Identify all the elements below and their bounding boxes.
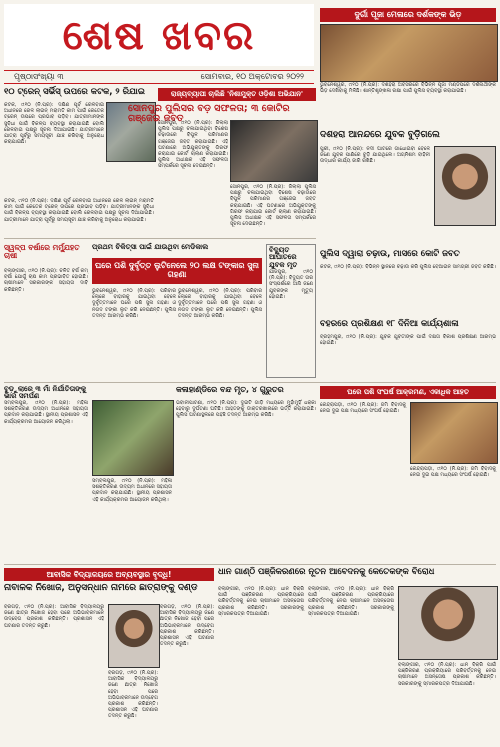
row3a-body: ସମ୍ବଲପୁର, ୯ା୧୦ (ନି.ପ୍ର): ମହିଳା ସଶକ୍ତିକରଣ ଉଦ୍ୟମ ଅଧୀନରେ ସହାୟତା ପ୍ରଦାନ କରାଯାଇଛି। ସ୍ଥାନୀୟ ପ୍ରଶାସନ ଏହି କାର୍ଯ୍ୟକ୍ରମର ଆୟୋଜନ କରିଥିଲା।: [4, 400, 88, 425]
mid-right-headline: ବିଦ୍ୟୁତ ଆଘାତରେ ଯୁବକ ମୃତ: [269, 246, 298, 269]
mid-left-body: ବଲାଙ୍ଗୀର, ୯ା୧୦ (ନି.ପ୍ର): ଚଳିତ ବର୍ଷ କମ୍ ବର୍ଷା ଯୋଗୁଁ ଚାଷ କାମ ପ୍ରଭାବିତ ହୋଇଛି। ଚାଷୀମାନେ ସରକାରଙ୍କ ସହାୟତା ଦାବି କରିଛନ୍ତି।: [4, 268, 88, 293]
mid-right-body: ଯାଜପୁର, ୯ା୧୦ (ନି.ପ୍ର): ବିଦ୍ୟୁତ ତାର ସଂସ୍ପର୍ଶରେ ଆସି ଜଣେ ଯୁବକଙ୍କ ମୃତ୍ୟୁ ହୋଇଛି।: [269, 269, 313, 300]
seizure-photo: [230, 120, 318, 182]
bottom-right-body: ବଲାଙ୍ଗୀର, ୯ା୧୦ (ନି.ପ୍ର): ଧାନ ବିକ୍ରି ପାଇଁ ପଞ୍ଜିକରଣ ପ୍ରକ୍ରିୟାରେ ପରିବର୍ତ୍ତନକୁ ନେଇ ଚାଷୀମାନେ ଅସନ୍ତୋଷ ପ୍ରକାଶ କରିଛନ୍ତି। ସରକାରଙ୍କୁ ସ୍ମାରକପତ୍ର ଦିଆଯାଇଛି।: [218, 586, 304, 617]
meeting-photo: [92, 400, 174, 476]
right-training-body: ବ୍ରହ୍ମପୁର, ୯ା୧୦ (ନି.ପ୍ର): ଯୁବକ ଯୁବତୀଙ୍କ ପାଇଁ ଦକ୍ଷତା ବିକାଶ ପ୍ରଶିକ୍ଷଣ ଆରମ୍ଭ ହୋଇଛି।: [320, 334, 496, 347]
row3a-headline-short: ବୁଡ଼ୁଲାରେ ୩ ମାଁ ନିର୍ଯାତିତାଙ୍କୁ ଭାର ସମର୍ପଣ: [4, 385, 87, 401]
clash-photo: [410, 402, 498, 464]
divider: [4, 382, 496, 383]
mid-right-box: [266, 244, 316, 378]
student-photo: [108, 604, 160, 668]
official-photo: [398, 586, 498, 660]
bottom-right-headline: ଧାନ ଗାଣ୍ଠି ପଞ୍ଜିକରଣରେ ନୂତନ ଆବେଦନକୁ କେତେକଙ୍କ ବିରୋଧ: [218, 567, 435, 577]
right-police-headline: ପୁଲିସ ଦ୍ୱାରା ଚଢ଼ାଉ, ମାସରେ କୋଟି ଜବତ: [320, 249, 460, 259]
top-left-headline: ୧୦ ଟ୍ରେନ୍ ସର୍ଭିସ୍ ଉପରେ କଟକ, ୨ ରିଯାଇ: [4, 87, 145, 97]
medical-headline: ଘରେ ପଶି ଦୁର୍ବୃତ୍ତ ଲୁଟିନେଲେ ୨୦ ଲକ୍ଷ ଟଙ୍କାର ସୁନା ଗହଣା: [92, 258, 262, 284]
mid-left-headline: ସ୍ୱଳ୍ପ ବର୍ଷାରେ ମର୍ମ୍ଯୁହତ ଚାଷୀ: [4, 243, 80, 260]
row3c-body: କେନ୍ଦ୍ରାପଡ଼ା, ୯ା୧୦ (ନି.ପ୍ର): ଜମି ବିବାଦକୁ ନେଇ ଦୁଇ ପକ୍ଷ ମଧ୍ୟରେ ସଂଘର୍ଷ ହୋଇଛି।: [320, 402, 406, 415]
divider: [4, 564, 496, 565]
medical-body: ଭୁବନେଶ୍ୱର, ୯ା୧୦ (ନି.ପ୍ର): ପରିବାର ଲୋକେ ବାହାରକୁ ଯାଇଥିବା ବେଳେ ଦୁର୍ବୃତ୍ତମାନେ ଘରେ ପଶି ସୁନା ଗହଣା ଓ ନଗଦ ଟଙ୍କା ଲୁଟ କରି ନେଇଛନ୍ତି। ପୁଲିସ ତଦନ୍ତ ଆରମ୍ଭ କରିଛି।: [92, 288, 176, 319]
campaign-headline: ସୋନପୁର ପୁଲିସର ବଡ଼ ସଫଳତା; ୩ କୋଟିର ଗଞ୍ଜେଇ ଜବତ: [128, 103, 290, 124]
bottom-right-body-2: ବଲାଙ୍ଗୀର, ୯ା୧୦ (ନି.ପ୍ର): ଧାନ ବିକ୍ରି ପାଇଁ ପଞ୍ଜିକରଣ ପ୍ରକ୍ରିୟାରେ ପରିବର୍ତ୍ତନକୁ ନେଇ ଚାଷୀମାନେ ଅସନ୍ତୋଷ ପ୍ରକାଶ କରିଛନ୍ତି। ସରକାରଙ୍କୁ ସ୍ମାରକପତ୍ର ଦିଆଯାଇଛି।: [308, 586, 394, 617]
right-training-headline: ବହରରେ ପ୍ରଶିକ୍ଷଣ ୧୮ ଦିନିଆ କାର୍ଯ୍ୟଶାଳା: [320, 319, 459, 329]
row3b-body: ଭବାନୀପାଟଣା, ୯ା୧୦ (ନି.ପ୍ର): ଦୁଇଟି ଗାଡ଼ି ମଧ୍ୟରେ ମୁହାଁମୁହିଁ ଧକ୍କା ହେବାରୁ ଦୁର୍ଘଟଣା ଘଟିଛି। ଆହତଙ୍କୁ ଡାକ୍ତରଖାନାରେ ଭର୍ତ୍ତି କରାଯାଇଛି। ପୁଲିସ ଘଟଣାସ୍ଥଳରେ ପହଞ୍ଚି ତଦନ୍ତ ଆରମ୍ଭ କରିଛି।: [176, 400, 316, 419]
right-mid-headline: ଦଶହରା ଆନନ୍ଦରେ ଯୁବକ ବୁଡ଼ିଗଲେ: [320, 130, 440, 140]
top-left-body: କଟକ, ୯ା୧୦ (ନି.ପ୍ର): ଦକ୍ଷିଣ ପୂର୍ବ ରେଳବାଇ ଅଧୀନରେ ରେଳ ଲାଇନ୍ ମରାମତି କାମ ପାଇଁ କେତେକ ଟ୍ରେନ୍ ଉପରେ ପ୍ରଭାବ ପଡ଼ିବ। ଯାତ୍ରୀମାନଙ୍କ ସୁବିଧା ପାଇଁ ବିକଳ୍ପ ବ୍ୟବସ୍ଥା କରାଯାଇଛି ବୋଲି ରେଳବାଇ ପକ୍ଷରୁ ସୂଚନା ଦିଆଯାଇଛି। ଯାତ୍ରୀମାନେ ଯାତ୍ରା ପୂର୍ବରୁ ସମୟସୂଚୀ ଯାଞ୍ଚ କରିବାକୁ ଅନୁରୋଧ କରାଯାଇଛି।: [4, 102, 104, 146]
bottom-left-body: ବରଗଡ଼, ୯ା୧୦ (ନି.ପ୍ର): ଆବାସିକ ବିଦ୍ୟାଳୟରୁ ଜଣେ ଛାତ୍ର ନିଖୋଜ ହେବା ପରେ ଅଭିଭାବକମାନେ ଉଦ୍‌ବେଗ ପ୍ରକାଶ କରିଛନ୍ତି। ପ୍ରଶାସନ ଏହି ଘଟଣାର ତଦନ୍ତ କରୁଛି।: [4, 604, 104, 629]
row3a-body-2: ସମ୍ବଲପୁର, ୯ା୧୦ (ନି.ପ୍ର): ମହିଳା ସଶକ୍ତିକରଣ ଉଦ୍ୟମ ଅଧୀନରେ ସହାୟତା ପ୍ରଦାନ କରାଯାଇଛି। ସ୍ଥାନୀୟ ପ୍ରଶାସନ ଏହି କାର୍ଯ୍ୟକ୍ରମର ଆୟୋଜନ କରିଥିଲା।: [92, 478, 172, 503]
right-police-body: କଟକ, ୯ା୧୦ (ନି.ପ୍ର): ବିଭିନ୍ନ ସ୍ଥାନରେ ଚଢ଼ାଉ କରି ପୁଲିସ ବେଆଇନ ସାମଗ୍ରୀ ଜବତ କରିଛି।: [320, 264, 496, 270]
row3c-headline: ଘରେ ପଶି ସଂଘର୍ଷ ଆକ୍ରମଣ, ଏକାଧିକ ଆହତ: [320, 386, 496, 399]
campaign-banner: ରାଜ୍ୟବ୍ୟାପୀ ଚାଲିଛି 'ନିଶାମୁକ୍ତ ଓଡ଼ିଶା ଅଭିଯାନ': [158, 88, 316, 101]
bottom-banner: ଆବାସିକ ବିଦ୍ୟାଳୟରେ ଅବ୍ୟବସ୍ଥାର ବୃଦ୍ଧି!: [4, 568, 214, 581]
victim-photo: [434, 146, 496, 226]
right-top-headline: ଦୁର୍ଗା ପୂଜା ମେଳାରେ ଦର୍ଶକଙ୍କ ଭିଡ଼: [320, 8, 496, 22]
campaign-body: ସୋନପୁର, ୯ା୧୦ (ନି.ପ୍ର): ଜିଲ୍ଲା ପୁଲିସ ପକ୍ଷରୁ ଚଳାଯାଇଥିବା ବିଶେଷ ଚଢ଼ାଉରେ ବିପୁଳ ପରିମାଣର ଗଞ୍ଜେଇ ଜବତ କରାଯାଇଛି। ଏହି ଘଟଣାରେ ଅଭିଯୁକ୍ତଙ୍କୁ ଗିରଫ କରାଯାଇ କୋର୍ଟ ଚାଲାଣ କରାଯାଇଛି। ପୁଲିସ ଅଧୀକ୍ଷକ ଏହି ସଫଳତା ସମ୍ପର୍କରେ ସୂଚନା ଦେଇଛନ୍ତି।: [158, 120, 228, 170]
bottom-left-body-2: ବରଗଡ଼, ୯ା୧୦ (ନି.ପ୍ର): ଆବାସିକ ବିଦ୍ୟାଳୟରୁ ଜଣେ ଛାତ୍ର ନିଖୋଜ ହେବା ପରେ ଅଭିଭାବକମାନେ ଉଦ୍‌ବେଗ ପ୍ରକାଶ କରିଛନ୍ତି। ପ୍ରଶାସନ ଏହି ଘଟଣାର ତଦନ୍ତ କରୁଛି।: [160, 604, 214, 648]
campaign-body-2: ସୋନପୁର, ୯ା୧୦ (ନି.ପ୍ର): ଜିଲ୍ଲା ପୁଲିସ ପକ୍ଷରୁ ଚଳାଯାଇଥିବା ବିଶେଷ ଚଢ଼ାଉରେ ବିପୁଳ ପରିମାଣର ଗଞ୍ଜେଇ ଜବତ କରାଯାଇଛି। ଏହି ଘଟଣାରେ ଅଭିଯୁକ୍ତଙ୍କୁ ଗିରଫ କରାଯାଇ କୋର୍ଟ ଚାଲାଣ କରାଯାଇଛି। ପୁଲିସ ଅଧୀକ୍ଷକ ଏହି ସଫଳତା ସମ୍ପର୍କରେ ସୂଚନା ଦେଇଛନ୍ତି।: [230, 184, 316, 228]
bottom-right-body-3: ବଲାଙ୍ଗୀର, ୯ା୧୦ (ନି.ପ୍ର): ଧାନ ବିକ୍ରି ପାଇଁ ପଞ୍ଜିକରଣ ପ୍ରକ୍ରିୟାରେ ପରିବର୍ତ୍ତନକୁ ନେଇ ଚାଷୀମାନେ ଅସନ୍ତୋଷ ପ୍ରକାଶ କରିଛନ୍ତି। ସରକାରଙ୍କୁ ସ୍ମାରକପତ୍ର ଦିଆଯାଇଛି।: [398, 662, 496, 687]
bottom-left-body-3: ବରଗଡ଼, ୯ା୧୦ (ନି.ପ୍ର): ଆବାସିକ ବିଦ୍ୟାଳୟରୁ ଜଣେ ଛାତ୍ର ନିଖୋଜ ହେବା ପରେ ଅଭିଭାବକମାନେ ଉଦ୍‌ବେଗ ପ୍ରକାଶ କରିଛନ୍ତି। ପ୍ରଶାସନ ଏହି ଘଟଣାର ତଦନ୍ତ କରୁଛି।: [108, 670, 158, 720]
dateline: [4, 70, 314, 84]
issue-date: ସୋମବାର, ୧୦ ଅକ୍ଟୋବର ୨୦୨୨: [200, 72, 304, 81]
row3c-body-2: କେନ୍ଦ୍ରାପଡ଼ା, ୯ା୧୦ (ନି.ପ୍ର): ଜମି ବିବାଦକୁ ନେଇ ଦୁଇ ପକ୍ଷ ମଧ୍ୟରେ ସଂଘର୍ଷ ହୋଇଛି।: [410, 466, 496, 479]
top-left-body-2: କଟକ, ୯ା୧୦ (ନି.ପ୍ର): ଦକ୍ଷିଣ ପୂର୍ବ ରେଳବାଇ ଅଧୀନରେ ରେଳ ଲାଇନ୍ ମରାମତି କାମ ପାଇଁ କେତେକ ଟ୍ରେନ୍ ଉପରେ ପ୍ରଭାବ ପଡ଼ିବ। ଯାତ୍ରୀମାନଙ୍କ ସୁବିଧା ପାଇଁ ବିକଳ୍ପ ବ୍ୟବସ୍ଥା କରାଯାଇଛି ବୋଲି ରେଳବାଇ ପକ୍ଷରୁ ସୂଚନା ଦିଆଯାଇଛି। ଯାତ୍ରୀମାନେ ଯାତ୍ରା ପୂର୍ବରୁ ସମୟସୂଚୀ ଯାଞ୍ଚ କରିବାକୁ ଅନୁରୋଧ କରାଯାଇଛି।: [4, 198, 154, 223]
right-mid-body: ପୁରୀ, ୯ା୧୦ (ନି.ପ୍ର): ନଦୀ ଘାଟରେ ଗାଧୋଇବା ବେଳେ ଜଣେ ଯୁବକ ପାଣିରେ ବୁଡ଼ି ଯାଇଥିଲେ। ଅଗ୍ନିଶମ ବାହିନୀ ଉଦ୍ଧାର କାର୍ଯ୍ୟ ଜାରି ରଖିଛି।: [320, 146, 430, 165]
row3b-headline: କଳାହାଣ୍ଡିରେ ବନ୍ଦ ମୃତ, ୪ ଗୁରୁତର: [176, 385, 284, 394]
medical-banner: ପ୍ରଥମ ଚିକିତ୍ସା ପାଇଁ ଯାଉଥିବା ମେଡିକାଲ: [92, 243, 209, 251]
right-top-body: ଭୁବନେଶ୍ୱର, ୯ା୧୦ (ନି.ପ୍ର): ଦଶହରା ଅବସରରେ ବିଭିନ୍ନ ପୂଜା ମଣ୍ଡପରେ ଦର୍ଶନାର୍ଥୀଙ୍କ ଭିଡ଼ ଦେଖିବାକୁ ମିଳିଛି। ଶାନ୍ତିଶୃଙ୍ଖଳା ରକ୍ଷା ପାଇଁ ପୁଲିସ ବ୍ୟବସ୍ଥା କରାଯାଇଛି।: [320, 82, 496, 95]
medical-body-2: ଭୁବନେଶ୍ୱର, ୯ା୧୦ (ନି.ପ୍ର): ପରିବାର ଲୋକେ ବାହାରକୁ ଯାଇଥିବା ବେଳେ ଦୁର୍ବୃତ୍ତମାନେ ଘରେ ପଶି ସୁନା ଗହଣା ଓ ନଗଦ ଟଙ୍କା ଲୁଟ କରି ନେଇଛନ୍ତି। ପୁଲିସ ତଦନ୍ତ ଆରମ୍ଭ କରିଛି।: [178, 288, 262, 319]
masthead-title: ଶେଷ ଖବର: [4, 4, 314, 66]
page-number: ପୃଷ୍ଠାସଂଖ୍ୟା ୩: [14, 72, 64, 81]
festival-photo: [320, 24, 498, 82]
divider: [4, 238, 316, 239]
bottom-left-headline: ନାବାଳକ ନିଖୋଜ, ଅନୁସନ୍ଧାନ ନାମରେ ଛାତ୍ରାଙ୍କୁ ଦଣ୍ଡ: [4, 583, 198, 593]
